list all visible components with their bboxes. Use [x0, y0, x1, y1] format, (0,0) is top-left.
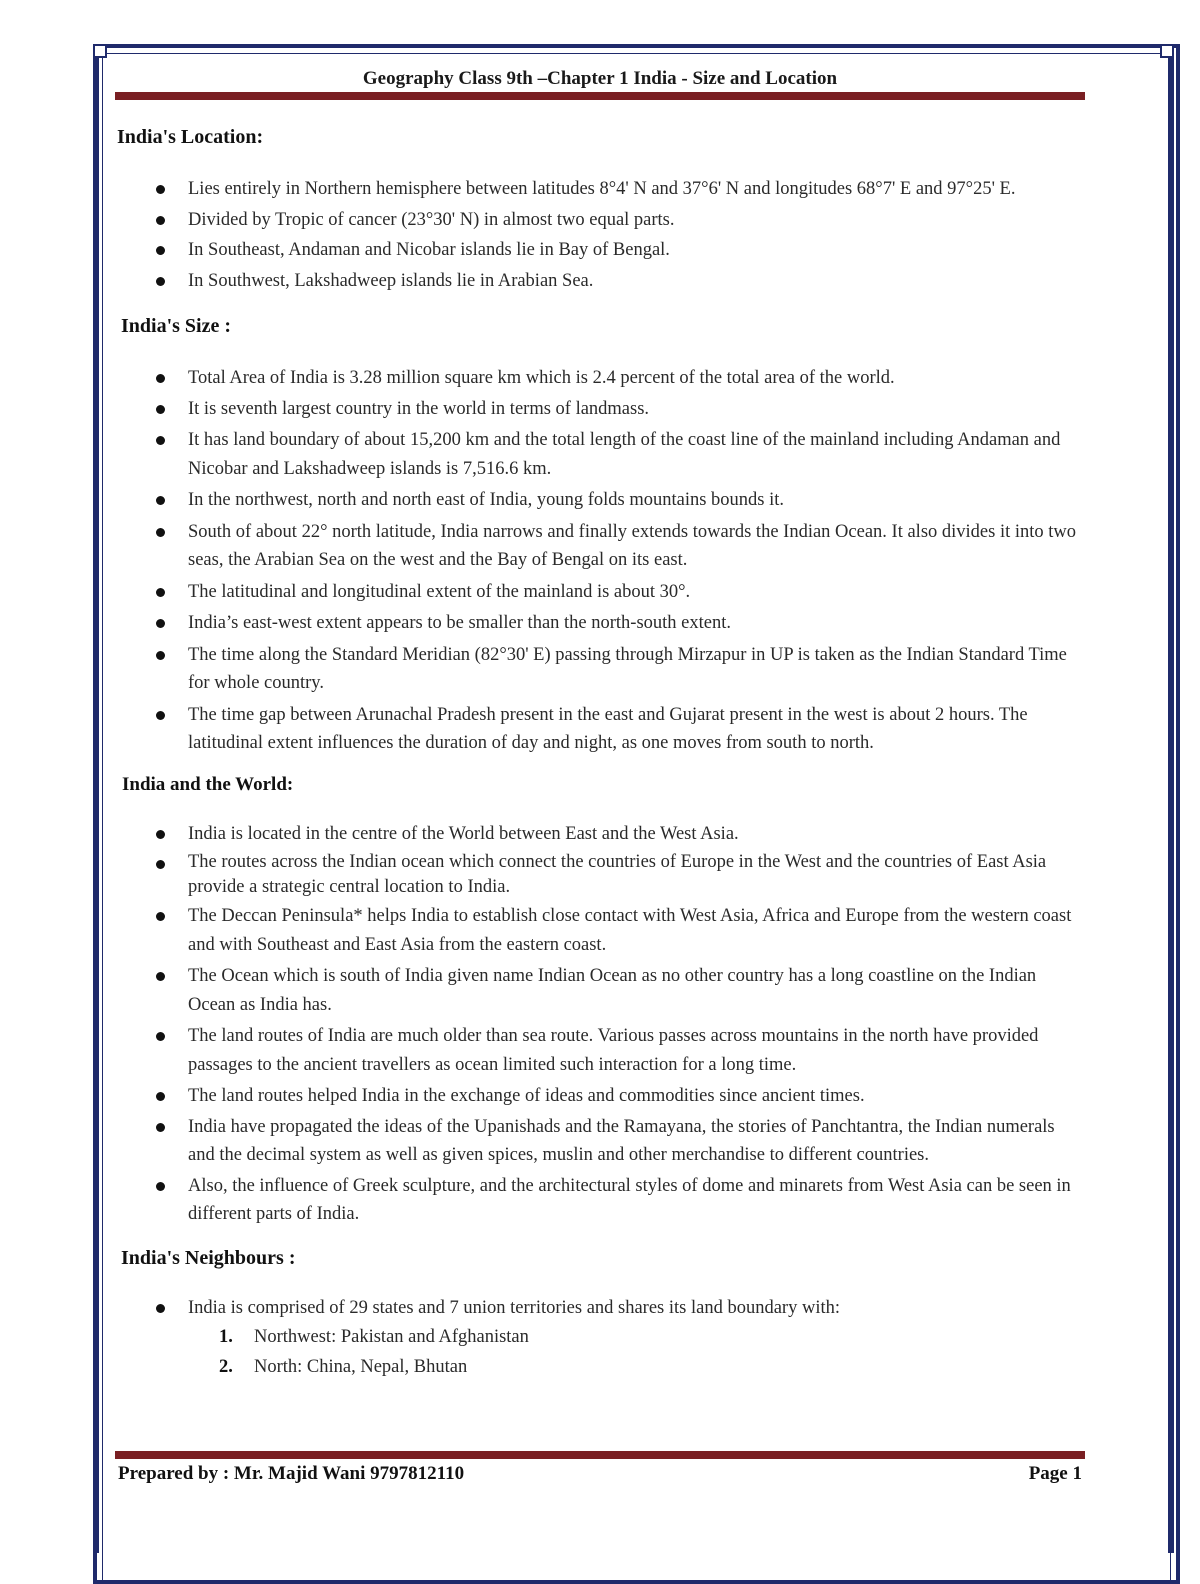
bullet-icon [156, 972, 165, 981]
list-item [117, 395, 1082, 424]
border-corner-top-left [93, 44, 107, 58]
numbered-item [117, 1352, 1082, 1382]
bullet-icon [156, 185, 165, 194]
bullet-icon [156, 830, 165, 839]
bullet-icon [156, 1123, 165, 1132]
list-item [117, 701, 1082, 758]
list-item-text: The time along the Standard Meridian (82°30' E) passing through Mirzapur in UP is taken as the Indian Standard Time for whole country. [188, 644, 1067, 693]
list-item-text: India is located in the centre of the World between East and the West Asia. [188, 823, 739, 844]
section-heading: India's Neighbours : [121, 1246, 296, 1269]
section-heading: India's Size : [121, 315, 232, 337]
header-rule [115, 92, 1085, 100]
item-number: 1. [219, 1327, 233, 1347]
list-item-text: India’s east-west extent appears to be smaller than the north-south extent. [188, 613, 732, 633]
section-location [117, 126, 1082, 295]
list-item [117, 267, 1082, 296]
list-item [117, 206, 1082, 235]
numbered-item [117, 1322, 1082, 1352]
section-heading: India's Location: [117, 126, 264, 148]
list-item-text: The land routes helped India in the exchange of ideas and commodities since ancient times. [188, 1086, 865, 1106]
page-title: Geography Class 9th –Chapter 1 India - Size and Location [362, 68, 838, 89]
footer-author: Prepared by : Mr. Majid Wani 9797812110 [118, 1463, 465, 1484]
bullet-list [117, 364, 1082, 758]
bullet-icon [156, 528, 165, 537]
page-number: Page 1 [1028, 1463, 1082, 1484]
bullet-icon [156, 216, 165, 225]
section-size [117, 315, 1082, 758]
list-item-text: India have propagated the ideas of the Upanishads and the Ramayana, the stories of Panchtantra, the Indian numerals and the decimal system as well as given spices, muslin and other merchandise to different countries. [188, 1116, 1055, 1165]
footer-rule [115, 1451, 1085, 1459]
list-item [117, 1294, 1082, 1323]
list-item-text: The time gap between Arunachal Pradesh present in the east and Gujarat present in the west is about 2 hours. The latitudinal extent influences the duration of day and night, as one moves from south to north. [188, 704, 1028, 753]
bullet-icon [156, 912, 165, 921]
list-item-text: Lies entirely in Northern hemisphere between latitudes 8°4' N and 37°6' N and longitudes 68°7' E and 97°25' E. [188, 179, 1016, 199]
list-item-text: The routes across the Indian ocean which connect the countries of Europe in the West and the countries of East Asia provide a strategic central location to India. [188, 852, 1047, 897]
list-item [117, 850, 1082, 900]
section-neighbours [117, 1247, 1082, 1383]
border-corner-top-right [1160, 44, 1174, 58]
section-india-and-world [117, 774, 1082, 1229]
list-item-text: It is seventh largest country in the world in terms of landmass. [188, 398, 650, 419]
list-item [117, 175, 1082, 204]
list-item [117, 518, 1082, 575]
list-item [117, 426, 1082, 483]
bullet-icon [156, 651, 165, 660]
bullet-icon [156, 1304, 165, 1313]
list-item-text: The Deccan Peninsula* helps India to establish close contact with West Asia, Africa and Europe from the western coast and with Southeast and East Asia from the eastern coast. [188, 906, 1072, 955]
bullet-list [117, 1294, 1082, 1323]
list-item-text: In Southwest, Lakshadweep islands lie in Arabian Sea. [188, 270, 594, 291]
bullet-icon [156, 436, 165, 445]
list-item-text: In the northwest, north and north east of India, young folds mountains bounds it. [188, 490, 785, 510]
list-item-text: The land routes of India are much older than sea route. Various passes across mountains in the north have provided passages to the ancient travellers as ocean limited such interaction for a long time. [188, 1026, 1039, 1075]
list-item-text: The latitudinal and longitudinal extent of the mainland is about 30°. [188, 581, 691, 602]
list-item [117, 486, 1082, 515]
bullet-icon [156, 1092, 165, 1101]
list-item [117, 820, 1082, 849]
list-item [117, 1082, 1082, 1111]
list-item [117, 1113, 1082, 1170]
item-number: 2. [219, 1357, 233, 1377]
bullet-icon [156, 1182, 165, 1191]
list-item-text: The Ocean which is south of India given name Indian Ocean as no other country has a long coastline on the Indian Ocean as India has. [188, 966, 1037, 1015]
bullet-icon [156, 246, 165, 255]
bullet-icon [156, 588, 165, 597]
bullet-icon [156, 277, 165, 286]
bullet-list [117, 175, 1082, 295]
list-item [117, 609, 1082, 638]
bullet-icon [156, 496, 165, 505]
list-item-text: Also, the influence of Greek sculpture, and the architectural styles of dome and minarets from West Asia can be seen in different parts of India. [188, 1175, 1071, 1224]
list-item-text: Total Area of India is 3.28 million square km which is 2.4 percent of the total area of the world. [188, 368, 895, 388]
list-item [117, 236, 1082, 265]
list-item-text: India is comprised of 29 states and 7 union territories and shares its land boundary with: [188, 1297, 840, 1318]
section-heading: India and the World: [122, 773, 294, 795]
bullet-icon [156, 1032, 165, 1041]
document-body [117, 126, 1082, 1382]
numbered-item-text: North: China, Nepal, Bhutan [254, 1357, 468, 1377]
list-item [117, 902, 1082, 959]
list-item [117, 578, 1082, 607]
list-item [117, 1172, 1082, 1229]
numbered-item-text: Northwest: Pakistan and Afghanistan [254, 1327, 529, 1347]
bullet-icon [156, 374, 165, 383]
bullet-icon [156, 619, 165, 628]
numbered-list [117, 1322, 1082, 1382]
list-item-text: South of about 22° north latitude, India narrows and finally extends towards the Indian Ocean. It also divides it into two seas, the Arabian Sea on the west and the Bay of Bengal on its east. [188, 521, 1077, 570]
list-item [117, 962, 1082, 1019]
list-item-text: Divided by Tropic of cancer (23°30' N) in almost two equal parts. [188, 209, 675, 230]
list-item [117, 364, 1082, 393]
list-item [117, 641, 1082, 698]
bullet-list [117, 820, 1082, 1229]
list-item [117, 1022, 1082, 1079]
list-item-text: It has land boundary of about 15,200 km and the total length of the coast line of the mainland including Andaman and Nicobar and Lakshadweep islands is 7,516.6 km. [188, 430, 1061, 479]
list-item-text: In Southeast, Andaman and Nicobar islands lie in Bay of Bengal. [188, 240, 670, 260]
bullet-icon [156, 711, 165, 720]
bullet-icon [156, 405, 165, 414]
bullet-icon [156, 860, 165, 869]
